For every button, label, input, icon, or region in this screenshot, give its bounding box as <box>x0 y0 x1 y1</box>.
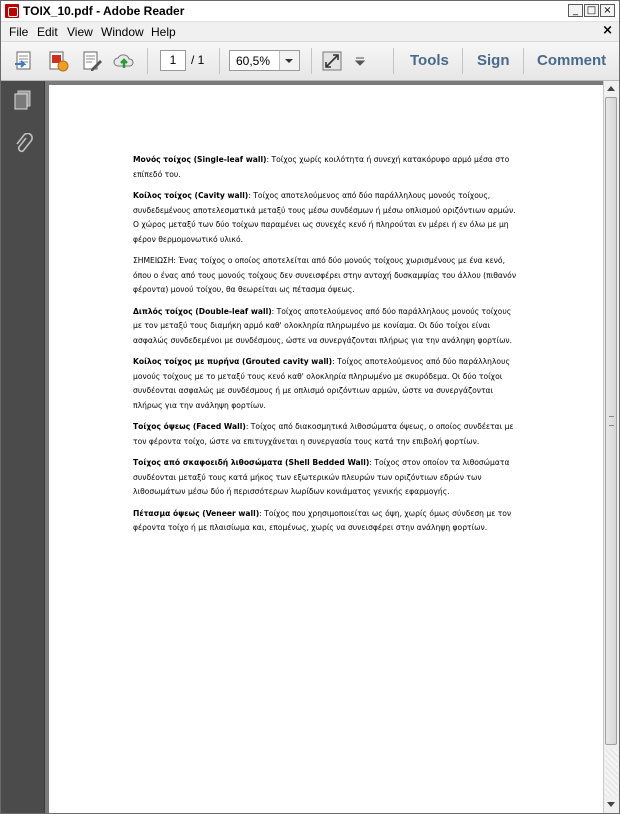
close-document-icon[interactable]: × <box>602 23 613 38</box>
toolbar-separator <box>311 48 312 74</box>
menu-window[interactable]: Window <box>101 25 144 39</box>
comment-link[interactable]: Comment <box>537 52 607 69</box>
document-paragraph <box>133 355 521 413</box>
document-paragraph <box>133 189 521 247</box>
vertical-scrollbar[interactable] <box>603 81 619 813</box>
zoom-select[interactable] <box>229 50 300 71</box>
upload-cloud-icon[interactable] <box>113 50 135 72</box>
document-paragraph <box>133 420 521 449</box>
paragraph-term: Κοίλος τοίχος (Cavity wall) <box>133 191 249 200</box>
export-pdf-icon[interactable] <box>47 50 69 72</box>
scroll-up-icon[interactable] <box>604 81 619 96</box>
menu-bar <box>1 22 619 42</box>
navigation-panel <box>1 81 45 813</box>
toolbar-options-icon[interactable] <box>353 50 367 72</box>
page-thumbnails-icon[interactable] <box>12 89 34 111</box>
title-bar[interactable] <box>1 1 619 22</box>
toolbar-separator <box>523 48 524 74</box>
document-paragraph <box>133 305 521 349</box>
attachments-icon[interactable] <box>12 133 34 157</box>
zoom-value: 60,5% <box>236 54 271 68</box>
paragraph-term: Τοίχος όψεως (Faced Wall) <box>133 422 246 431</box>
close-button[interactable]: × <box>600 4 615 17</box>
tools-link[interactable]: Tools <box>410 52 449 69</box>
paragraph-term: Μονός τοίχος (Single-leaf wall) <box>133 155 267 164</box>
menu-file[interactable]: File <box>9 25 29 39</box>
document-paragraph <box>133 254 521 298</box>
paragraph-term: Διπλός τοίχος (Double-leaf wall) <box>133 306 272 316</box>
paragraph-text: : Τοίχος αποτελούμενος από δύο παράλληλους μονούς τοίχους, συνδεδεμένους αποτελεσματικά μεταξύ τους μέσω συνδέσμων ή μέσω οπλισμού οριζόντιων αρμών. Ο χώρος μεταξύ των δύο τοίχων παραμένει ως συνεχές κενό ή πληρούται εν μέρει ή εν όλω με μη φέρον θερμομονωτικό υλικό. <box>133 191 516 244</box>
document-paragraph <box>133 507 521 536</box>
paragraph-text: ΣΗΜΕΙΩΣΗ: Ένας τοίχος ο οποίος αποτελείται από δύο μονούς τοίχους χωρισμένους με ένα κενό, όπου ο ένας από τους μονούς τοίχους δεν συνεισφέρει στην αντοχή δυσκαμψίας του άλλου (πιθανόν φέροντα) μονού τοίχου, θα θεωρείται ως πέτασμα όψεως. <box>133 256 517 294</box>
window-title: ΤΟΙΧ_10.pdf - Adobe Reader <box>23 4 185 18</box>
paragraph-text: : Τοίχος αποτελούμενος από δύο παράλληλους μονούς τοίχους με τον μεταξύ τους διαμήκη αρμό καθ' ολοκληρία πληρωμένο με κονίαμα. Οι δύο τοίχοι είναι ασφαλώς συνδεδεμένοι με συνδέσμους, ώστε να συνεργάζονται πλήρως για την ανάληψη φορτίων. <box>133 306 513 345</box>
menu-view[interactable]: View <box>67 25 93 39</box>
pdf-page <box>49 85 603 813</box>
toolbar-separator <box>147 48 148 74</box>
fit-page-icon[interactable] <box>321 50 343 72</box>
paragraph-text: : Τοίχος αποτελούμενος από δύο παράλληλους μονούς τοίχους με το μεταξύ τους κενό καθ' ολοκληρία πληρωμένο με σκυρόδεμα. Οι δύο τοίχοι συνδέονται ασφαλώς με συνδέσμους ή με οπλισμό οριζόντιων αρμών, ώστε να συνεργάζονται πλήρως για την ανάληψη φορτίων. <box>133 357 510 410</box>
scroll-thumb[interactable] <box>605 97 617 745</box>
edit-pdf-icon[interactable] <box>81 50 103 72</box>
document-viewport[interactable] <box>45 81 603 813</box>
toolbar <box>1 42 619 81</box>
toolbar-separator <box>219 48 220 74</box>
paragraph-text: : Τοίχος από διακοσμητικά λιθοσώματα όψεως, ο οποίος συνδέεται με τον φέροντα τοίχο, ώστε να επιτυγχάνεται η συνεργασία τους κατά την επιβολή φορτίων. <box>133 422 514 446</box>
create-pdf-icon[interactable] <box>13 50 35 72</box>
minimize-button[interactable]: _ <box>568 4 583 17</box>
pdf-app-icon <box>5 4 19 18</box>
page-number-input[interactable]: 1 <box>160 50 186 71</box>
menu-edit[interactable]: Edit <box>37 25 58 39</box>
zoom-dropdown-icon[interactable] <box>279 51 299 70</box>
menu-help[interactable]: Help <box>151 25 176 39</box>
toolbar-separator <box>462 48 463 74</box>
maximize-button[interactable]: □ <box>584 4 599 17</box>
sign-link[interactable]: Sign <box>477 52 510 69</box>
paragraph-term: Κοίλος τοίχος με πυρήνα (Grouted cavity wall) <box>133 357 333 366</box>
page-total: / 1 <box>191 53 205 67</box>
scroll-track[interactable] <box>605 749 618 796</box>
toolbar-separator <box>393 48 394 74</box>
paragraph-term: Πέτασμα όψεως (Veneer wall) <box>133 508 260 518</box>
document-paragraph <box>133 153 521 182</box>
document-content <box>133 153 521 543</box>
scroll-down-icon[interactable] <box>604 797 619 812</box>
paragraph-text: : Τοίχος στον οποίον τα λιθοσώματα συνδέονται μεταξύ τους κατά μήκος των εξωτερικών πλευρών των οριζόντιων εδρών των λιθοσωμάτων μέσω δύο ή περισσότερων λωρίδων κονιάματος γενικής εφαρμογής. <box>133 458 510 496</box>
document-paragraph <box>133 456 521 500</box>
paragraph-term: Τοίχος από σκαφοειδή λιθοσώματα (Shell Bedded Wall) <box>133 458 370 467</box>
paragraph-text: : Τοίχος που χρησιμοποιείται ως όψη, χωρίς όμως σύνδεση με τον φέροντα τοίχο ή με πλαισίωμα και, επομένως, χωρίς να συνεισφέρει στην ανάληψη φορτίων. <box>133 508 512 532</box>
paragraph-text: : Τοίχος χωρίς κοιλότητα ή συνεχή κατακόρυφο αρμό μέσα στο επίπεδό του. <box>133 155 510 179</box>
